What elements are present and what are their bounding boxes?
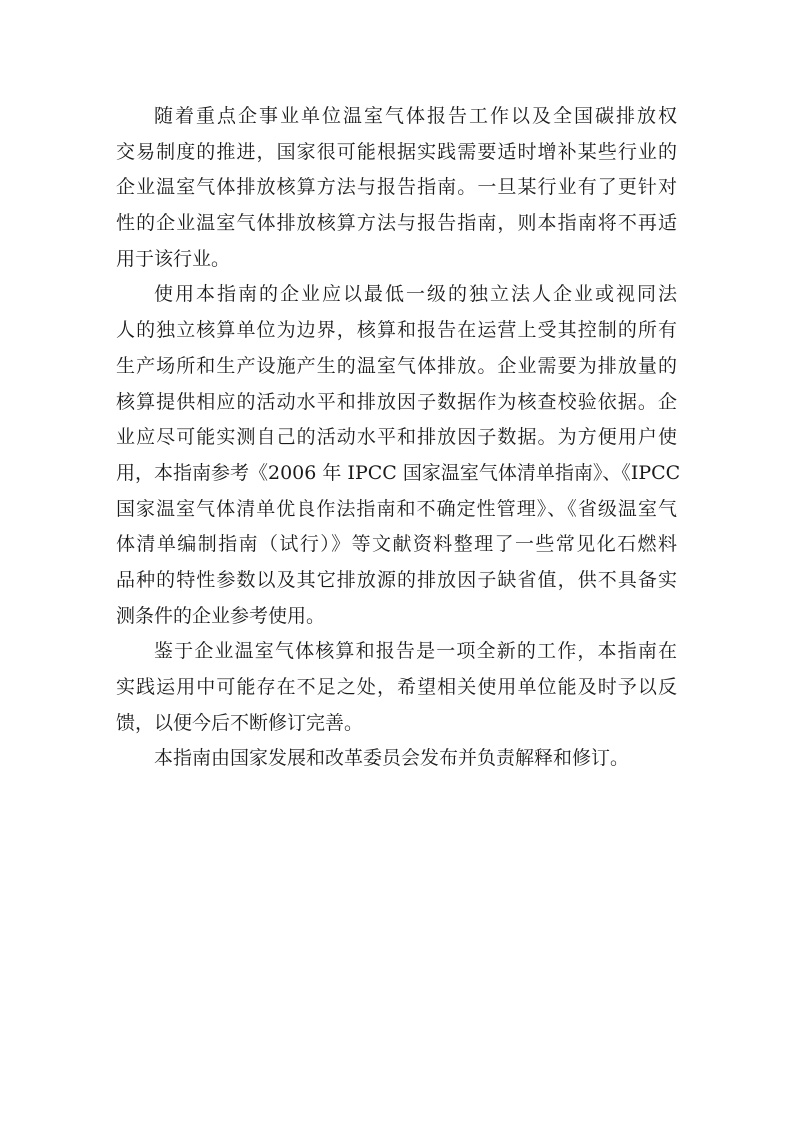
paragraph [116,741,677,777]
text-line: 核算提供相应的活动水平和排放因子数据作为核查校验依据。企 [116,390,677,413]
paragraph [116,99,677,277]
text-line: 用，本指南参考《2006 年 IPCC 国家温室气体清单指南》、《IPCC [116,461,681,484]
text-line: 性的企业温室气体排放核算方法与报告指南，则本指南将不再适 [116,212,677,235]
text-line: 实践运用中可能存在不足之处，希望相关使用单位能及时予以反 [116,676,677,698]
text-line: 国家温室气体清单优良作法指南和不确定性管理》、《省级温室气 [116,497,677,520]
text-line: 体清单编制指南（试行）》等文献资料整理了一些常见化石燃料 [116,533,677,556]
text-line: 鉴于企业温室气体核算和报告是一项全新的工作，本指南在 [154,640,677,663]
text-line: 交易制度的推进，国家很可能根据实践需要适时增补某些行业的 [116,140,677,163]
text-line: 本指南由国家发展和改革委员会发布并负责解释和修订。 [154,747,630,770]
text-line: 使用本指南的企业应以最低一级的独立法人企业或视同法 [154,283,677,306]
document-body [116,99,681,777]
paragraph [116,634,677,741]
text-line: 用于该行业。 [116,247,231,270]
paragraph [116,277,681,634]
text-line: 品种的特性参数以及其它排放源的排放因子缺省值，供不具备实 [116,568,677,591]
text-line: 随着重点企事业单位温室气体报告工作以及全国碳排放权 [154,105,677,127]
text-line: 企业温室气体排放核算方法与报告指南。一旦某行业有了更针对 [116,176,677,199]
text-line: 人的独立核算单位为边界，核算和报告在运营上受其控制的所有 [116,319,677,342]
text-line: 生产场所和生产设施产生的温室气体排放。企业需要为排放量的 [116,354,677,377]
text-line: 业应尽可能实测自己的活动水平和排放因子数据。为方便用户使 [116,426,677,449]
text-line: 测条件的企业参考使用。 [116,604,326,627]
text-line: 馈，以便今后不断修订完善。 [116,711,364,734]
